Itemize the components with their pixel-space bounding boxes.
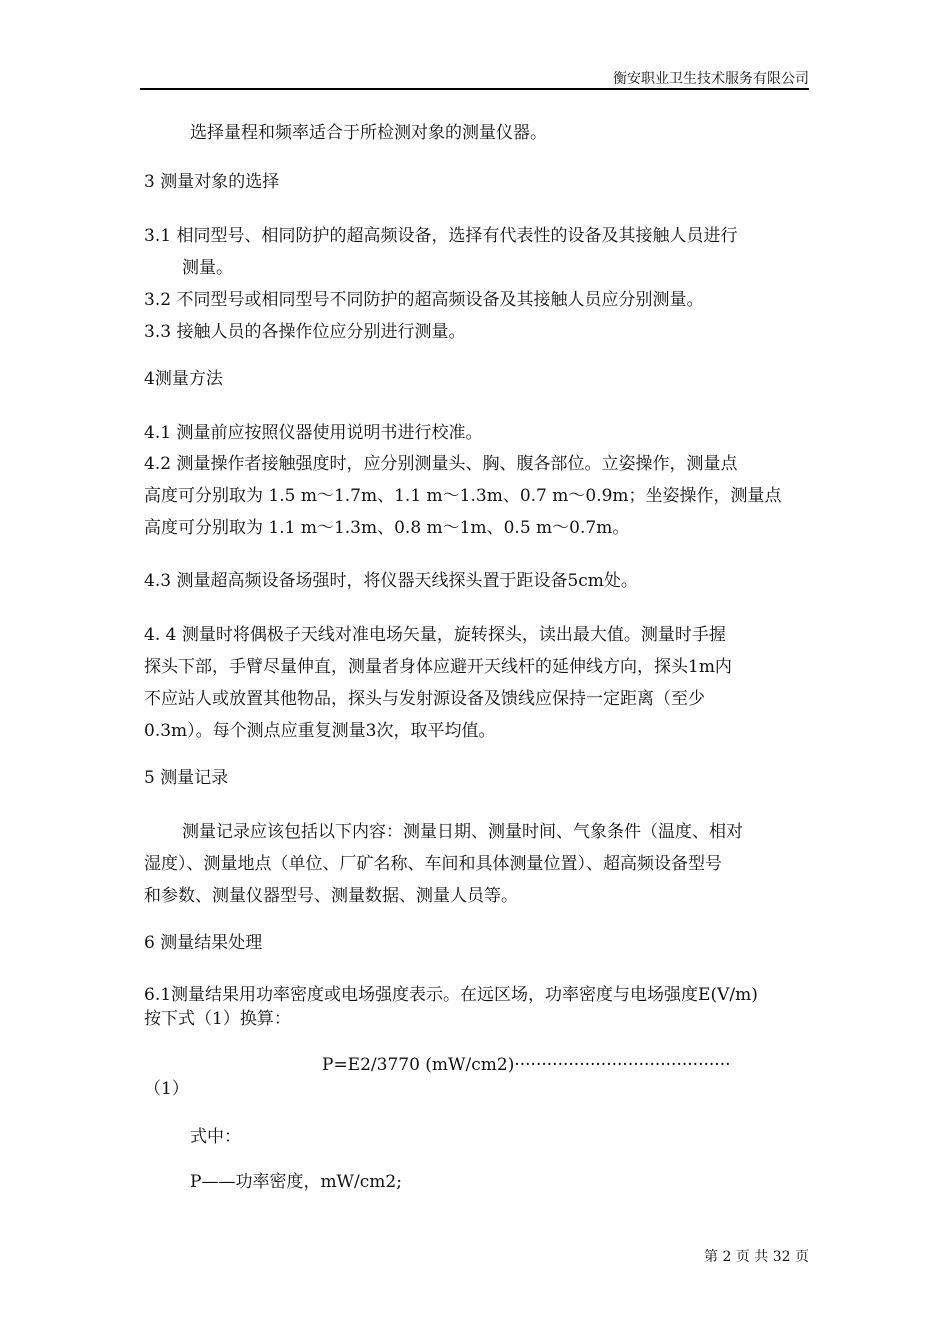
clause-6-1-line-1: 6.1测量结果用功率密度或电场强度表示。在远区场，功率密度与电场强度E(V/m) [144,985,758,1005]
clause-4-1: 4.1 测量前应按照仪器使用说明书进行校准。 [144,423,483,443]
intro-line: 选择量程和频率适合于所检测对象的测量仪器。 [190,123,547,143]
section-4-heading: 4测量方法 [144,369,223,389]
formula-number: （1） [144,1079,189,1099]
where-label: 式中： [190,1127,241,1147]
clause-6-1-line-2: 按下式（1）换算： [144,1009,291,1029]
section-6-heading: 6 测量结果处理 [144,933,263,953]
record-line-3: 和参数、测量仪器型号、测量数据、测量人员等。 [144,886,518,906]
clause-4-2-line-1: 4.2 测量操作者接触强度时，应分别测量头、胸、腹各部位。立姿操作，测量点 [144,454,738,474]
clause-4-2-line-3: 高度可分别取为 1.1 m～1.3m、0.8 m～1m、0.5 m～0.7m。 [144,518,630,538]
record-line-1: 测量记录应该包括以下内容：测量日期、测量时间、气象条件（温度、相对 [182,822,743,842]
section-3-heading: 3 测量对象的选择 [144,172,280,192]
clause-3-1-line-2: 测量。 [182,258,233,278]
power-density-definition: P——功率密度，mW/cm2; [190,1172,402,1192]
formula-1: P=E2/3770 (mW/cm2)········································ [322,1055,731,1075]
clause-4-4-line-4: 0.3m）。每个测点应重复测量3次，取平均值。 [144,721,496,741]
clause-4-4-line-1: 4. 4 测量时将偶极子天线对准电场矢量，旋转探头，读出最大值。测量时手握 [144,625,726,645]
clause-4-4-line-2: 探头下部，手臂尽量伸直，测量者身体应避开天线杆的延伸线方向，探头1m内 [144,657,732,677]
page-header-company: 衡安职业卫生技术服务有限公司 [613,71,809,87]
clause-4-4-line-3: 不应站人或放置其他物品，探头与发射源设备及馈线应保持一定距离（至少 [144,689,705,709]
header-divider [140,88,809,90]
clause-3-1-line-1: 3.1 相同型号、相同防护的超高频设备，选择有代表性的设备及其接触人员进行 [144,226,738,246]
clause-4-2-line-2: 高度可分别取为 1.5 m～1.7m、1.1 m～1.3m、0.7 m～0.9m；坐姿操作，测量点 [144,486,782,506]
clause-3-2: 3.2 不同型号或相同型号不同防护的超高频设备及其接触人员应分别测量。 [144,290,704,310]
section-5-heading: 5 测量记录 [144,768,229,788]
page-number: 第 2 页 共 32 页 [704,1249,809,1265]
clause-4-3: 4.3 测量超高频设备场强时，将仪器天线探头置于距设备5cm处。 [144,571,638,591]
clause-3-3: 3.3 接触人员的各操作位应分别进行测量。 [144,322,466,342]
record-line-2: 湿度）、测量地点（单位、厂矿名称、车间和具体测量位置）、超高频设备型号 [144,854,722,874]
